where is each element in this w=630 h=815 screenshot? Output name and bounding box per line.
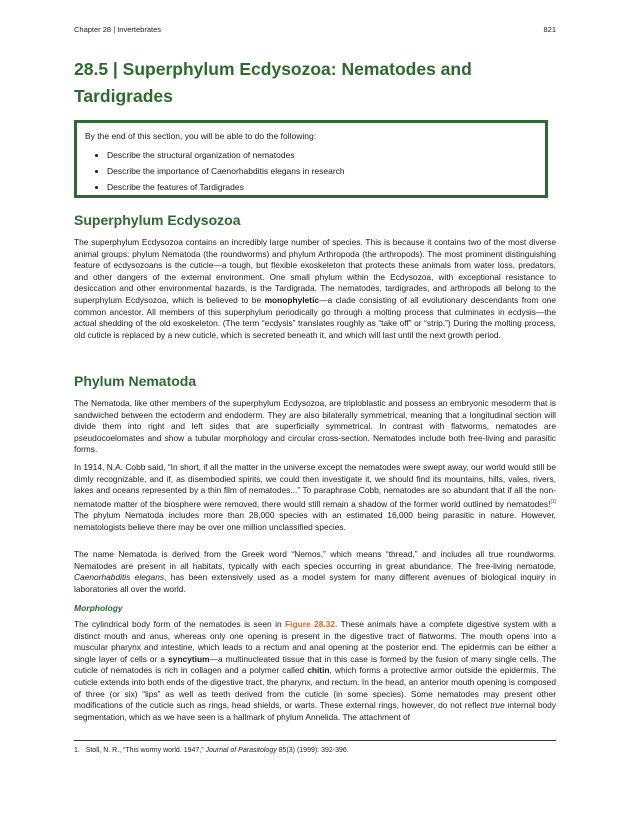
chapter-label: Chapter 28 | Invertebrates (74, 25, 161, 34)
journal-title: Journal of Parasitology (205, 747, 277, 754)
footnote-number: 1. (74, 747, 80, 754)
paragraph-morphology: The cylindrical body form of the nematodes is seen in Figure 28.32. These animals have a complete digestive system with a distinct mouth and anus, whereas only one opening is present in the digestive tract of flatworms. The mouth opens into a muscular pharynx and intestine, which leads to a rectum and anal opening at the posterior end. The epidermis can be either a single layer of cells or a syncytium—a multinucleated tissue that in this case is formed by the fusion of many single cells. The cuticle of nematodes is rich in collagen and a polymer called chitin, which forms a protective armor outside the epidermis. The cuticle extends into both ends of the digestive tract, the pharynx, and rectum. In the head, an anterior mouth opening is composed of three (or six) “lips” as well as teeth derived from the cuticle (in some species). Some nematodes may present other modifications of the cuticle such as rings, head shields, or warts. These external rings, however, do not reflect true internal body segmentation, which as we have seen is a hallmark of phylum Annelida. The attachment of (74, 619, 556, 722)
subheading-morphology: Morphology (74, 603, 123, 613)
learning-objectives-box (74, 120, 548, 198)
objective-item: • Describe the features of Tardigrades (107, 179, 545, 195)
footnote: 1. Stoll, N. R., “This wormy world. 1947,” Journal of Parasitology 85(3) (1999): 392-396. (74, 747, 349, 754)
heading-superphylum-ecdysozoa: Superphylum Ecdysozoa (74, 212, 241, 228)
paragraph-ecdysozoa: The superphylum Ecdysozoa contains an incredibly large number of species. This is because it contains two of the most diverse animal groups: phylum Nematoda (the roundworms) and phylum Arthropoda (the arthropods). The most prominent distinguishing feature of ecdysozoans is the cuticle—a tough, but flexible exoskeleton that protects these animals from water loss, predators, and other dangers of the external environment. One small phylum within the Ecdysozoa, with exceptional resistance to desiccation and other environmental hazards, is the Tardigrada. The nematodes, tardigrades, and arthropods all belong to the superphylum Ecdysozoa, which is believed to be monophyletic—a clade consisting of all evolutionary descendants from one common ancestor. All members of this superphylum periodically go through a molting process that culminates in ecdysis—the actual shedding of the old exoskeleton. (The term “ecdysis” translates roughly as “take off” or “strip.”) During the molting process, old cuticle is replaced by a new cuticle, which is secreted beneath it, and which will last until the next growth period. (74, 237, 556, 340)
heading-phylum-nematoda: Phylum Nematoda (74, 373, 197, 389)
objectives-list (77, 147, 545, 195)
page-number: 821 (543, 25, 556, 34)
figure-link[interactable]: Figure 28.32 (285, 619, 336, 629)
paragraph-nematoda-intro: The Nematoda, like other members of the superphylum Ecdysozoa, are triploblastic and possess an embryonic mesoderm that is sandwiched between the ectoderm and endoderm. They are also bilaterally symmetrical, meaning that a longitudinal section will divide them into right and left sides that are superficially symmetrical. In contrast with flatworms, nematodes are pseudocoelomates and show a tubular morphology and circular cross-section. Nematodes include both free-living and parasitic forms. (74, 398, 556, 455)
paragraph-cobb-quote: In 1914, N.A. Cobb said, “In short, if all the matter in the universe except the nematodes were swept away, our world would still be dimly recognizable, and if, as disembodied spirits, we could then investigate it, we should find its mountains, hills, vales, rivers, lakes and oceans represented by a thin film of nematodes...” To paraphrase Cobb, nematodes are so abundant that if all the non-nematode matter of the biosphere were removed, there would still remain a shadow of the former world outlined by nematodes![1] The phylum Nematoda includes more than 28,000 species with an estimated 16,000 being parasitic in nature. However, nematologists believe there may be over one million unclassified species. (74, 462, 556, 532)
section-title: 28.5 | Superphylum Ecdysozoa: Nematodes and Tardigrades (74, 59, 472, 106)
term-monophyletic: monophyletic (264, 294, 320, 305)
term-chitin: chitin (307, 665, 330, 676)
objective-item: • Describe the importance of Caenorhabditis elegans in research (107, 163, 545, 179)
footnote-reference[interactable]: [1] (550, 498, 556, 505)
footnote-divider (74, 740, 556, 741)
objective-item: • Describe the structural organization of nematodes (107, 147, 545, 163)
objectives-intro: By the end of this section, you will be able to do the following: (85, 131, 317, 141)
paragraph-name-origin: The name Nematoda is derived from the Greek word “Nemos,” which means “thread,” and includes all true roundworms. Nematodes are present in all habitats, typically with each species occurring in great abundance. The free-living nematode, Caenorhabditis elegans, has been extensively used as a model system for many different avenues of biological inquiry in laboratories all over the world. (74, 549, 556, 594)
running-header (74, 25, 556, 34)
species-name: Caenorhabditis elegans (74, 572, 165, 583)
term-syncytium: syncytium (168, 653, 210, 664)
